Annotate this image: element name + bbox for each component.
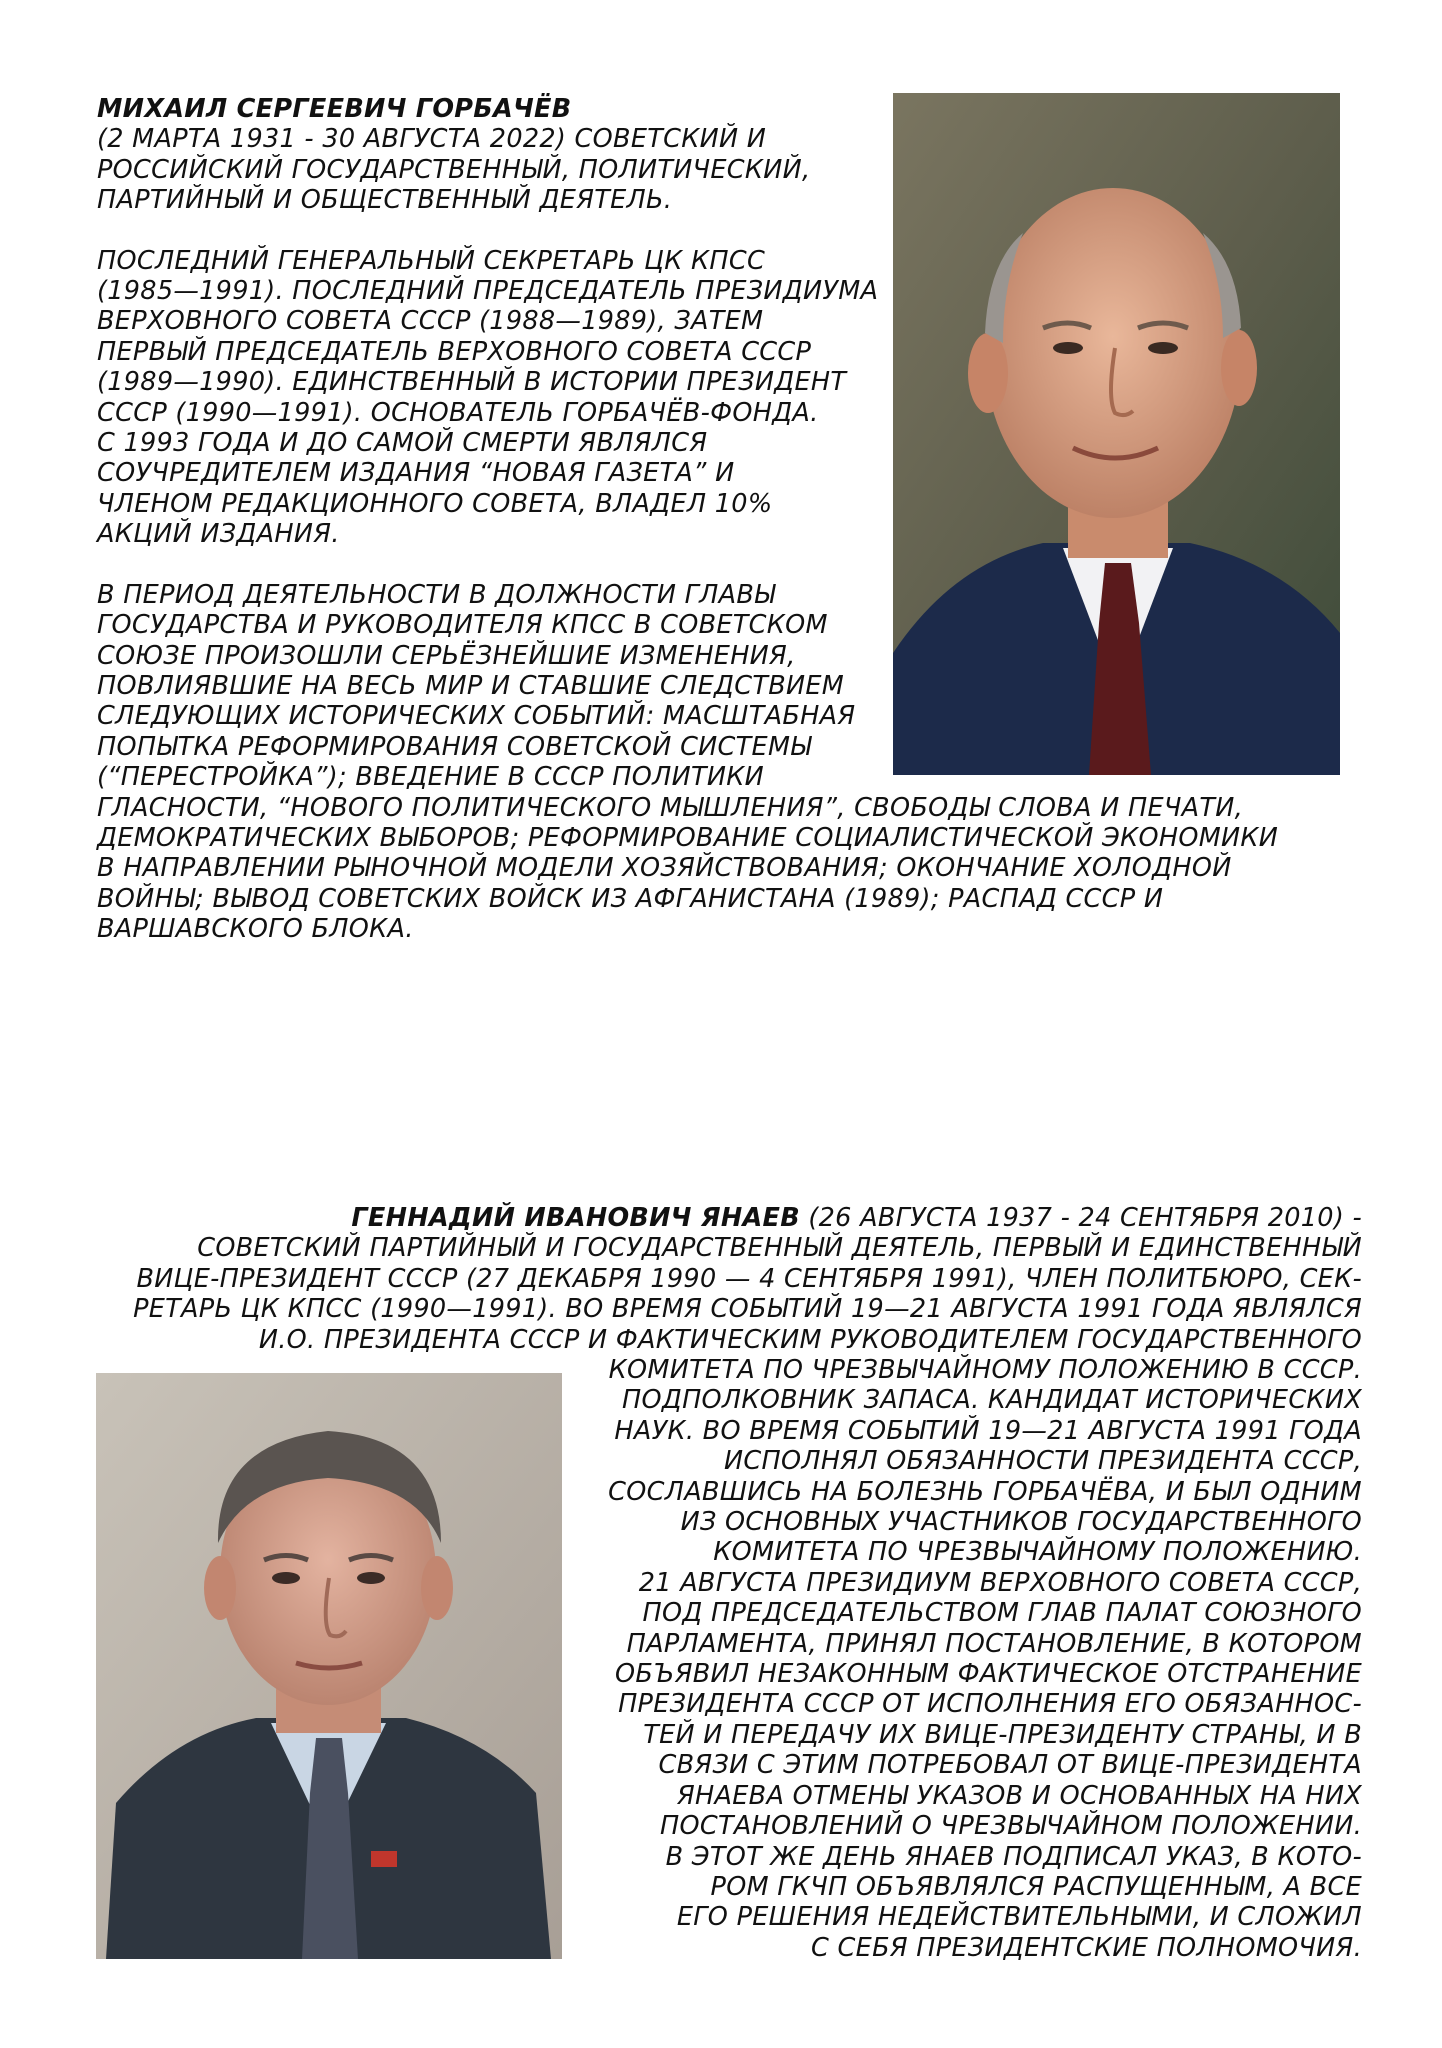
text-line: ПОПЫТКА РЕФОРМИРОВАНИЯ СОВЕТСКОЙ СИСТЕМЫ: [97, 731, 812, 762]
text-line: ПРЕЗИДЕНТА СССР ОТ ИСПОЛНЕНИЯ ЕГО ОБЯЗАННОС-: [618, 1689, 1362, 1720]
text-line: ПОСЛЕДНИЙ ГЕНЕРАЛЬНЫЙ СЕКРЕТАРЬ ЦК КПСС: [97, 245, 766, 276]
text-line: ЧЛЕНОМ РЕДАКЦИОННОГО СОВЕТА, ВЛАДЕЛ 10%: [97, 488, 773, 519]
text-line: АКЦИЙ ИЗДАНИЯ.: [97, 519, 340, 550]
text-line: ВАРШАВСКОГО БЛОКА.: [97, 914, 414, 945]
text-line: ПАРЛАМЕНТА, ПРИНЯЛ ПОСТАНОВЛЕНИЕ, В КОТОРОМ: [626, 1628, 1362, 1659]
text-line: В ПЕРИОД ДЕЯТЕЛЬНОСТИ В ДОЛЖНОСТИ ГЛАВЫ: [97, 579, 776, 610]
text-line: ЕГО РЕШЕНИЯ НЕДЕЙСТВИТЕЛЬНЫМИ, И СЛОЖИЛ: [676, 1902, 1362, 1933]
text-line: ОБЪЯВИЛ НЕЗАКОННЫМ ФАКТИЧЕСКОЕ ОТСТРАНЕНИЕ: [615, 1659, 1362, 1690]
text-line: И.О. ПРЕЗИДЕНТА СССР И ФАКТИЧЕСКИМ РУКОВОДИТЕЛЕМ ГОСУДАРСТВЕННОГО: [258, 1324, 1362, 1355]
text-line: (“ПЕРЕСТРОЙКА”); ВВЕДЕНИЕ В СССР ПОЛИТИКИ: [97, 762, 764, 793]
text-line: ПОСТАНОВЛЕНИЙ О ЧРЕЗВЫЧАЙНОМ ПОЛОЖЕНИИ.: [660, 1811, 1362, 1842]
gorbachev-name: МИХАИЛ СЕРГЕЕВИЧ ГОРБАЧЁВ: [97, 94, 572, 124]
text-line: ГЛАСНОСТИ, “НОВОГО ПОЛИТИЧЕСКОГО МЫШЛЕНИЯ”, СВОБОДЫ СЛОВА И ПЕЧАТИ,: [97, 792, 1244, 823]
gorbachev-biography: [97, 94, 1278, 945]
text-line: ЯНАЕВА ОТМЕНЫ УКАЗОВ И ОСНОВАННЫХ НА НИХ: [677, 1780, 1362, 1811]
text-line: НАУК. ВО ВРЕМЯ СОБЫТИЙ 19—21 АВГУСТА 1991 ГОДА: [614, 1415, 1362, 1446]
yanaev-name: ГЕННАДИЙ ИВАНОВИЧ ЯНАЕВ: [351, 1203, 800, 1233]
text-line: 21 АВГУСТА ПРЕЗИДИУМ ВЕРХОВНОГО СОВЕТА СССР,: [638, 1567, 1362, 1598]
text-line: ПОДПОЛКОВНИК ЗАПАСА. КАНДИДАТ ИСТОРИЧЕСКИХ: [622, 1385, 1362, 1416]
text-line: КОМИТЕТА ПО ЧРЕЗВЫЧАЙНОМУ ПОЛОЖЕНИЮ.: [713, 1537, 1362, 1568]
text-line: В ЭТОТ ЖЕ ДЕНЬ ЯНАЕВ ПОДПИСАЛ УКАЗ, В КОТО-: [665, 1841, 1362, 1872]
text-line: СЛЕДУЮЩИХ ИСТОРИЧЕСКИХ СОБЫТИЙ: МАСШТАБНАЯ: [97, 701, 856, 732]
text-line: СССР (1990—1991). ОСНОВАТЕЛЬ ГОРБАЧЁВ-ФОНДА.: [97, 397, 819, 428]
text-line: КОМИТЕТА ПО ЧРЕЗВЫЧАЙНОМУ ПОЛОЖЕНИЮ В СССР.: [608, 1355, 1362, 1385]
text-line: ГОСУДАРСТВА И РУКОВОДИТЕЛЯ КПСС В СОВЕТСКОМ: [97, 610, 828, 641]
text-line: РЕТАРЬ ЦК КПСС (1990—1991). ВО ВРЕМЯ СОБЫТИЙ 19—21 АВГУСТА 1991 ГОДА ЯВЛЯЛСЯ: [133, 1294, 1362, 1325]
yanaev-biography-bottom: [608, 1355, 1362, 1963]
text-line: ВИЦЕ-ПРЕЗИДЕНТ СССР (27 ДЕКАБРЯ 1990 — 4 СЕНТЯБРЯ 1991), ЧЛЕН ПОЛИТБЮРО, СЕК-: [136, 1263, 1362, 1294]
text-line: ГЕННАДИЙ ИВАНОВИЧ ЯНАЕВ (26 АВГУСТА 1937 - 24 СЕНТЯБРЯ 2010) -: [351, 1203, 1362, 1233]
text-line: ВОЙНЫ; ВЫВОД СОВЕТСКИХ ВОЙСК ИЗ АФГАНИСТАНА (1989); РАСПАД СССР И: [97, 883, 1164, 914]
text-line: СВЯЗИ С ЭТИМ ПОТРЕБОВАЛ ОТ ВИЦЕ-ПРЕЗИДЕНТА: [658, 1750, 1362, 1781]
text-line: С СЕБЯ ПРЕЗИДЕНТСКИЕ ПОЛНОМОЧИЯ.: [811, 1932, 1362, 1963]
text-line: ПОД ПРЕДСЕДАТЕЛЬСТВОМ ГЛАВ ПАЛАТ СОЮЗНОГО: [642, 1598, 1362, 1629]
text-line: ИСПОЛНЯЛ ОБЯЗАННОСТИ ПРЕЗИДЕНТА СССР,: [724, 1446, 1362, 1477]
text-line: ИЗ ОСНОВНЫХ УЧАСТНИКОВ ГОСУДАРСТВЕННОГО: [680, 1507, 1362, 1538]
yanaev-biography-top: [133, 1203, 1362, 1355]
text-line: ТЕЙ И ПЕРЕДАЧУ ИХ ВИЦЕ-ПРЕЗИДЕНТУ СТРАНЫ, И В: [643, 1719, 1362, 1750]
text-line: С 1993 ГОДА И ДО САМОЙ СМЕРТИ ЯВЛЯЛСЯ: [97, 428, 708, 459]
text-line: ВЕРХОВНОГО СОВЕТА СССР (1988—1989), ЗАТЕМ: [97, 306, 764, 337]
text-line: ПАРТИЙНЫЙ И ОБЩЕСТВЕННЫЙ ДЕЯТЕЛЬ.: [97, 185, 673, 216]
text-line: СОВЕТСКИЙ ПАРТИЙНЫЙ И ГОСУДАРСТВЕННЫЙ ДЕЯТЕЛЬ, ПЕРВЫЙ И ЕДИНСТВЕННЫЙ: [197, 1233, 1362, 1264]
text-line: СОУЧРЕДИТЕЛЕМ ИЗДАНИЯ “НОВАЯ ГАЗЕТА” И: [97, 458, 735, 489]
text-line: СОСЛАВШИСЬ НА БОЛЕЗНЬ ГОРБАЧЁВА, И БЫЛ ОДНИМ: [608, 1476, 1362, 1507]
text-line: (1985—1991). ПОСЛЕДНИЙ ПРЕДСЕДАТЕЛЬ ПРЕЗИДИУМА: [97, 276, 879, 307]
text-line: ПОВЛИЯВШИЕ НА ВЕСЬ МИР И СТАВШИЕ СЛЕДСТВИЕМ: [97, 670, 845, 701]
text-line: РОМ ГКЧП ОБЪЯВЛЯЛСЯ РАСПУЩЕННЫМ, А ВСЕ: [710, 1871, 1362, 1902]
text-line: (1989—1990). ЕДИНСТВЕННЫЙ В ИСТОРИИ ПРЕЗИДЕНТ: [97, 367, 847, 398]
text-line: (2 МАРТА 1931 - 30 АВГУСТА 2022) СОВЕТСКИЙ И: [97, 124, 767, 155]
text-line: РОССИЙСКИЙ ГОСУДАРСТВЕННЫЙ, ПОЛИТИЧЕСКИЙ,: [97, 154, 811, 185]
yanaev-portrait: [96, 1373, 562, 1959]
text-line: В НАПРАВЛЕНИИ РЫНОЧНОЙ МОДЕЛИ ХОЗЯЙСТВОВАНИЯ; ОКОНЧАНИЕ ХОЛОДНОЙ: [97, 853, 1232, 884]
text-line: СОЮЗЕ ПРОИЗОШЛИ СЕРЬЁЗНЕЙШИЕ ИЗМЕНЕНИЯ,: [97, 640, 796, 671]
text-line: ПЕРВЫЙ ПРЕДСЕДАТЕЛЬ ВЕРХОВНОГО СОВЕТА СССР: [97, 336, 812, 367]
text-line: ДЕМОКРАТИЧЕСКИХ ВЫБОРОВ; РЕФОРМИРОВАНИЕ СОЦИАЛИСТИЧЕСКОЙ ЭКОНОМИКИ: [97, 822, 1279, 853]
